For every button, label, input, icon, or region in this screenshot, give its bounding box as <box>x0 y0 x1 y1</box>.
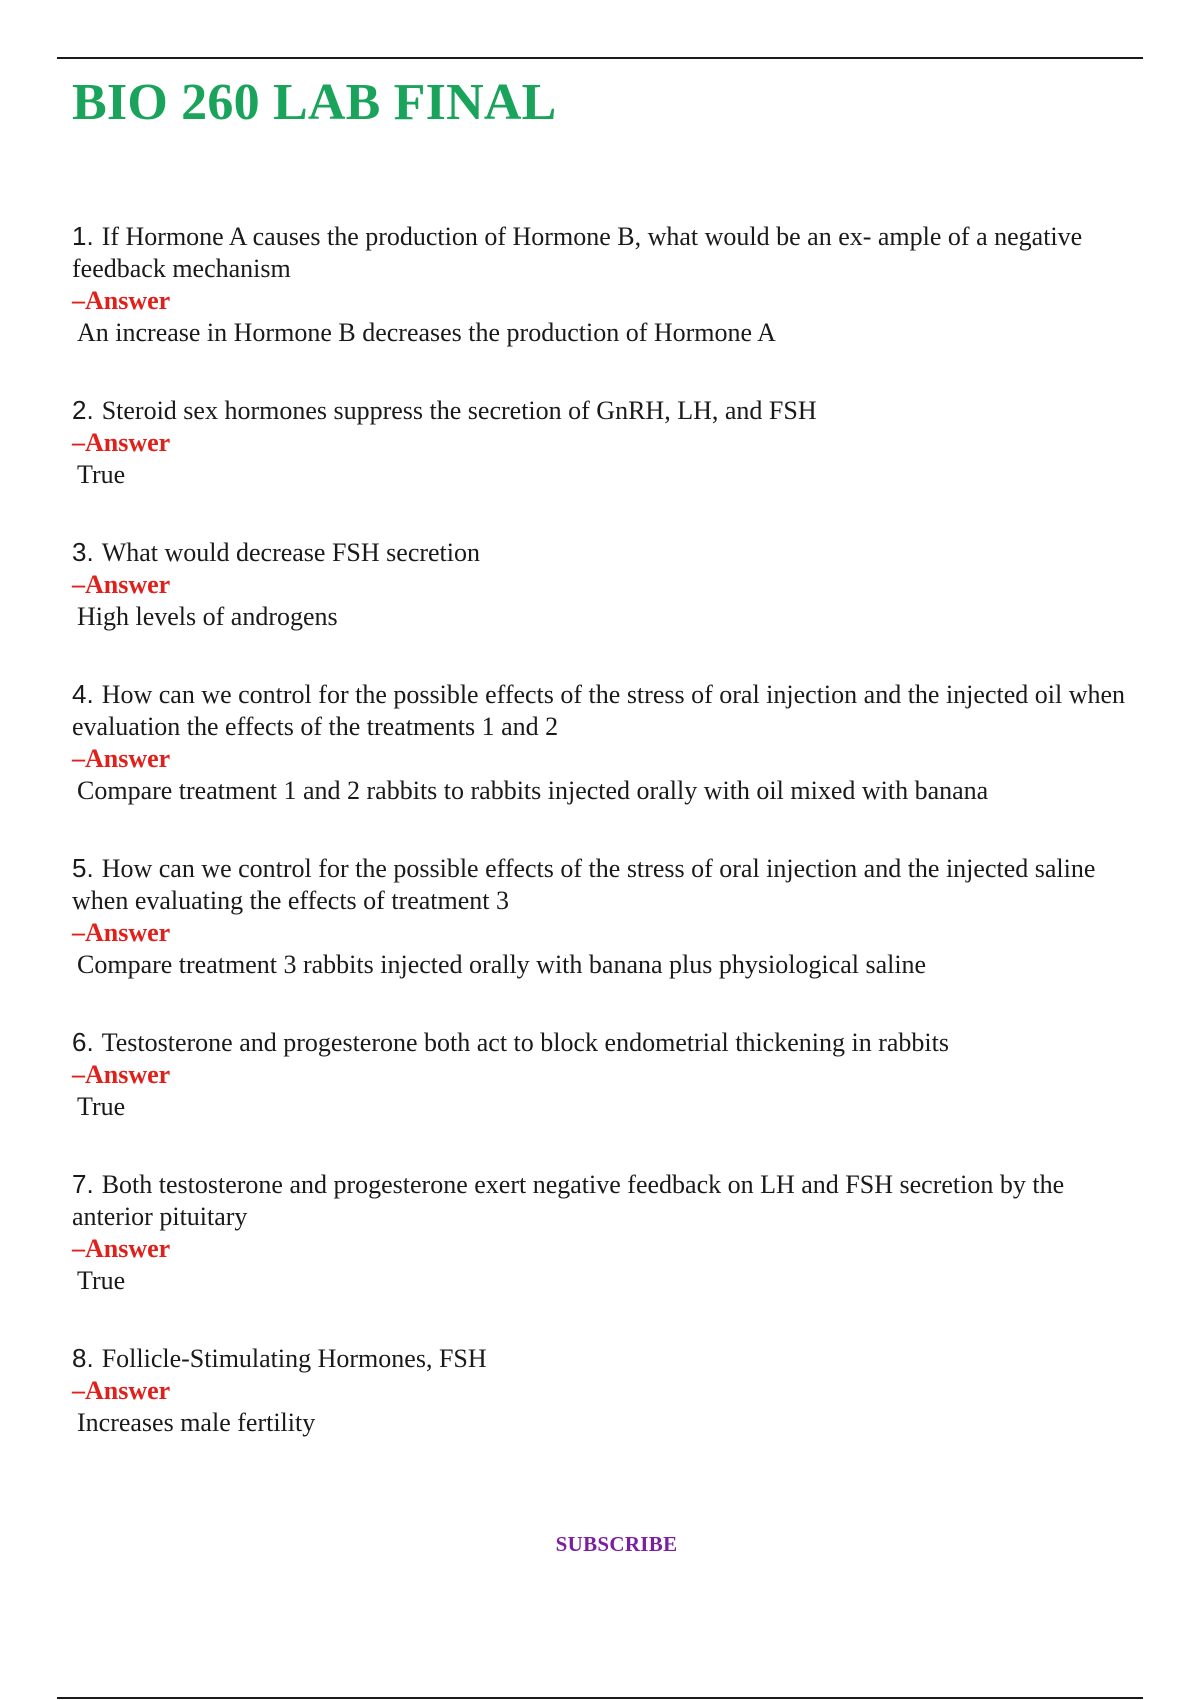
answer-text: An increase in Hormone B decreases the production of Hormone A <box>77 318 776 347</box>
answer-text: High levels of androgens <box>77 602 338 631</box>
qa-item-2 <box>72 394 1142 491</box>
question-body: Steroid sex hormones suppress the secretion of GnRH, LH, and FSH <box>101 396 817 425</box>
answer-label: –Answer <box>72 744 171 773</box>
answer-label: –Answer <box>72 570 171 599</box>
question-text <box>72 1342 1142 1375</box>
question-body: Testosterone and progesterone both act to block endometrial thickening in rabbits <box>101 1028 949 1057</box>
question-body: How can we control for the possible effects of the stress of oral injection and the injected oil when evaluation the effects of the treatments 1 and 2 <box>72 680 1126 741</box>
question-number: 7. <box>72 1169 94 1199</box>
question-text <box>72 852 1142 917</box>
question-number: 4. <box>72 679 94 709</box>
qa-item-4 <box>72 678 1142 807</box>
question-text <box>72 678 1142 743</box>
answer-label: –Answer <box>72 286 171 315</box>
question-number: 8. <box>72 1343 94 1373</box>
qa-item-1 <box>72 220 1142 349</box>
question-text <box>72 536 1142 569</box>
answer-text: Increases male fertility <box>77 1408 316 1437</box>
question-text <box>72 394 1142 427</box>
question-body: Follicle-Stimulating Hormones, FSH <box>101 1344 487 1373</box>
answer-text: Compare treatment 1 and 2 rabbits to rabbits injected orally with oil mixed with banana <box>77 776 989 805</box>
qa-item-8 <box>72 1342 1142 1439</box>
question-body: Both testosterone and progesterone exert negative feedback on LH and FSH secretion by the anterior pituitary <box>72 1170 1065 1231</box>
question-text <box>72 220 1142 285</box>
question-number: 3. <box>72 537 94 567</box>
top-rule <box>57 57 1143 59</box>
subscribe-link[interactable]: SUBSCRIBE <box>555 1532 678 1556</box>
bottom-rule <box>57 1697 1143 1699</box>
question-number: 2. <box>72 395 94 425</box>
question-body: If Hormone A causes the production of Hormone B, what would be an ex- ample of a negative feedback mechanism <box>72 222 1083 283</box>
qa-item-6 <box>72 1026 1142 1123</box>
answer-label: –Answer <box>72 1234 171 1263</box>
answer-label: –Answer <box>72 918 171 947</box>
answer-text: Compare treatment 3 rabbits injected orally with banana plus physiological saline <box>77 950 927 979</box>
answer-label: –Answer <box>72 1060 171 1089</box>
question-number: 5. <box>72 853 94 883</box>
question-number: 6. <box>72 1027 94 1057</box>
question-list <box>72 220 1142 1484</box>
question-text <box>72 1168 1142 1233</box>
question-text <box>72 1026 1142 1059</box>
answer-text: True <box>77 1266 126 1295</box>
answer-label: –Answer <box>72 1376 171 1405</box>
answer-text: True <box>77 460 126 489</box>
qa-item-3 <box>72 536 1142 633</box>
qa-item-7 <box>72 1168 1142 1297</box>
document-title: BIO 260 LAB FINAL <box>72 74 557 131</box>
question-body: What would decrease FSH secretion <box>101 538 481 567</box>
answer-label: –Answer <box>72 428 171 457</box>
answer-text: True <box>77 1092 126 1121</box>
question-body: How can we control for the possible effects of the stress of oral injection and the injected saline when evaluating the effects of treatment 3 <box>72 854 1096 915</box>
question-number: 1. <box>72 221 94 251</box>
qa-item-5 <box>72 852 1142 981</box>
